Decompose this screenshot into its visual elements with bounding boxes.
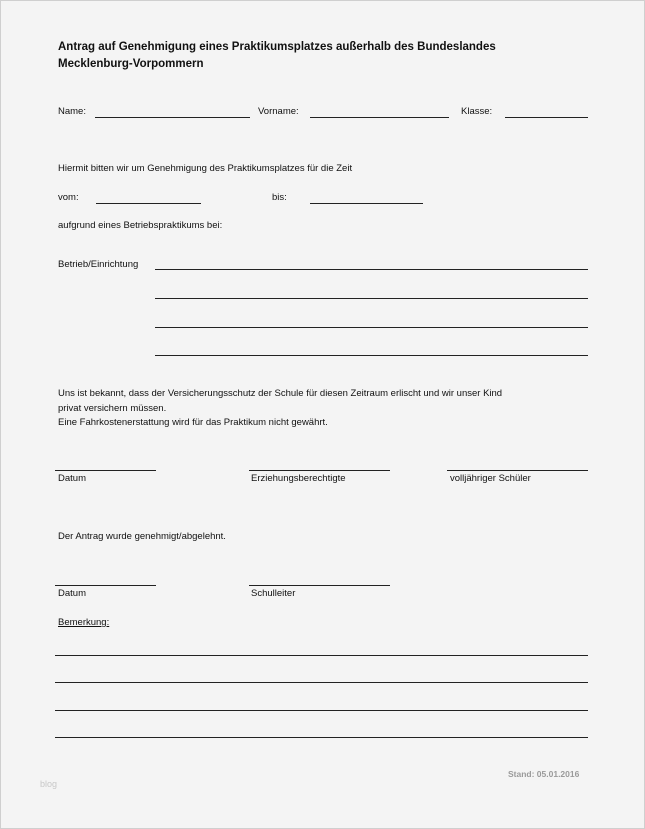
name-field[interactable] [95,117,250,118]
klasse-label: Klasse: [461,106,493,117]
title-line-1: Antrag auf Genehmigung eines Praktikumsplatzes außerhalb des Bundeslandes [58,41,496,53]
vorname-label: Vorname: [258,106,299,117]
vorname-field[interactable] [310,117,449,118]
schueler-signature-line[interactable] [447,470,588,471]
betrieb-label: Betrieb/Einrichtung [58,259,139,270]
decision-text: Der Antrag wurde genehmigt/abgelehnt. [58,531,226,542]
datum-signature-line-1[interactable] [55,470,156,471]
betrieb-line-3[interactable] [155,327,588,328]
betrieb-line-1[interactable] [155,269,588,270]
betrieb-line-2[interactable] [155,298,588,299]
bemerkung-line-2[interactable] [55,682,588,683]
notice-line-2: privat versichern müssen. [58,402,167,414]
notice-line-3: Eine Fahrkostenerstattung wird für das Praktikum nicht gewährt. [58,417,328,428]
notice-line-1: Uns ist bekannt, dass der Versicherungsschutz der Schule für diesen Zeitraum erlischt und wir unser Kind [58,388,503,399]
bis-field[interactable] [310,203,423,204]
title-line-2: Mecklenburg-Vorpommern [58,58,204,70]
watermark-text: blog [40,779,58,789]
bemerkung-label: Bemerkung: [58,617,110,628]
vom-field[interactable] [96,203,201,204]
reason-text: aufgrund eines Betriebspraktikums bei: [58,220,223,231]
bemerkung-line-4[interactable] [55,737,588,738]
datum-label-2: Datum [58,588,86,599]
erziehungsberechtigte-label: Erziehungsberechtigte [251,473,346,484]
schueler-label: volljähriger Schüler [450,473,531,484]
vom-label: vom: [58,192,79,203]
datum-label-1: Datum [58,473,86,484]
request-text: Hiermit bitten wir um Genehmigung des Praktikumsplatzes für die Zeit [58,163,353,174]
bis-label: bis: [272,192,287,203]
bemerkung-line-1[interactable] [55,655,588,656]
bemerkung-line-3[interactable] [55,710,588,711]
document-title [58,39,496,73]
betrieb-line-4[interactable] [155,355,588,356]
insurance-notice [58,387,502,431]
datum-signature-line-2[interactable] [55,585,156,586]
schulleiter-label: Schulleiter [251,588,296,599]
erziehungsberechtigte-signature-line[interactable] [249,470,390,471]
schulleiter-signature-line[interactable] [249,585,390,586]
stand-date: Stand: 05.01.2016 [508,769,580,779]
klasse-field[interactable] [505,117,588,118]
name-label: Name: [58,106,86,117]
